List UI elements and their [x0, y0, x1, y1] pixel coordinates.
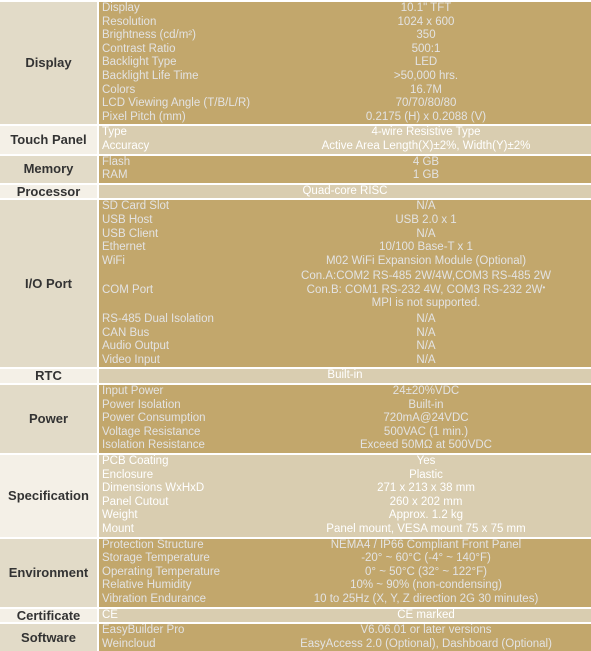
- spec-value: Built-in: [261, 399, 591, 413]
- spec-row-processor: [0, 184, 591, 200]
- spec-value: 24±20%VDC: [261, 384, 591, 399]
- spec-label: Video Input: [98, 354, 261, 369]
- spec-value: 1024 x 600: [261, 16, 591, 30]
- spec-value: Approx. 1.2 kg: [261, 509, 591, 523]
- spec-label: Panel Cutout: [98, 496, 261, 510]
- spec-label: Brightness (cd/m²): [98, 29, 261, 43]
- spec-value: >50,000 hrs.: [261, 70, 591, 84]
- spec-table-body: [0, 1, 591, 651]
- spec-label: Backlight Type: [98, 56, 261, 70]
- footnote-mark: •: [542, 282, 546, 292]
- spec-value: Quad-core RISC: [98, 184, 591, 200]
- spec-row-environment: [0, 538, 591, 553]
- spec-row-display: [0, 1, 591, 16]
- spec-label: PCB Coating: [98, 454, 261, 469]
- spec-value-text: EasyAccess 2.0 (Optional), Dashboard (Optional): [300, 637, 552, 650]
- spec-value: [261, 268, 591, 313]
- category-display: Display: [0, 1, 98, 125]
- category-certificate: Certificate: [0, 608, 98, 624]
- spec-value: 271 x 213 x 38 mm: [261, 482, 591, 496]
- spec-label: Power Consumption: [98, 412, 261, 426]
- spec-label: Colors: [98, 84, 261, 98]
- spec-label: Input Power: [98, 384, 261, 399]
- spec-value: M02 WiFi Expansion Module (Optional): [261, 255, 591, 269]
- spec-value: V6.06.01 or later versions: [261, 623, 591, 638]
- spec-label: Resolution: [98, 16, 261, 30]
- spec-row-i-o-port: [0, 199, 591, 214]
- spec-label: RAM: [98, 169, 261, 184]
- spec-label: WiFi: [98, 255, 261, 269]
- spec-value: 500VAC (1 min.): [261, 426, 591, 440]
- spec-value: N/A: [261, 228, 591, 242]
- spec-label: Power Isolation: [98, 399, 261, 413]
- spec-label: Weight: [98, 509, 261, 523]
- spec-label: Isolation Resistance: [98, 439, 261, 454]
- category-memory: Memory: [0, 155, 98, 184]
- spec-row-touch-panel: [0, 125, 591, 140]
- spec-value: 4-wire Resistive Type: [261, 125, 591, 140]
- category-power: Power: [0, 384, 98, 454]
- spec-value: N/A: [261, 199, 591, 214]
- spec-label: Dimensions WxHxD: [98, 482, 261, 496]
- spec-label: Voltage Resistance: [98, 426, 261, 440]
- spec-label: Audio Output: [98, 340, 261, 354]
- spec-label: Vibration Endurance: [98, 593, 261, 608]
- spec-value: Panel mount, VESA mount 75 x 75 mm: [261, 523, 591, 538]
- spec-label: Relative Humidity: [98, 579, 261, 593]
- spec-value: LED: [261, 56, 591, 70]
- spec-label: Flash: [98, 155, 261, 170]
- spec-label: COM Port: [98, 268, 261, 313]
- spec-value: N/A: [261, 313, 591, 327]
- spec-value: 0.2175 (H) x 0.2088 (V): [261, 111, 591, 126]
- spec-value: N/A: [261, 340, 591, 354]
- spec-label: Type: [98, 125, 261, 140]
- spec-value: 0° ~ 50°C (32° ~ 122°F): [261, 566, 591, 580]
- spec-row-power: [0, 384, 591, 399]
- spec-value: 500:1: [261, 43, 591, 57]
- spec-value: N/A: [261, 354, 591, 369]
- spec-value: 16.7M: [261, 84, 591, 98]
- spec-value: USB 2.0 x 1: [261, 214, 591, 228]
- spec-value: 350: [261, 29, 591, 43]
- spec-label: RS-485 Dual Isolation: [98, 313, 261, 327]
- spec-label: USB Client: [98, 228, 261, 242]
- category-software: Software: [0, 623, 98, 651]
- spec-label: Pixel Pitch (mm): [98, 111, 261, 126]
- spec-row-certificate: [0, 608, 591, 624]
- spec-value-line: Con.B: COM1 RS-232 4W, COM3 RS-232 2W: [306, 283, 543, 296]
- spec-row-specification: [0, 454, 591, 469]
- spec-value: 260 x 202 mm: [261, 496, 591, 510]
- spec-value: Exceed 50MΩ at 500VDC: [261, 439, 591, 454]
- spec-label: LCD Viewing Angle (T/B/L/R): [98, 97, 261, 111]
- category-environment: Environment: [0, 538, 98, 608]
- spec-value: Yes: [261, 454, 591, 469]
- spec-label: EasyBuilder Pro: [98, 623, 261, 638]
- spec-value: 720mA@24VDC: [261, 412, 591, 426]
- spec-value: 4 GB: [261, 155, 591, 170]
- spec-label: Display: [98, 1, 261, 16]
- spec-value: Active Area Length(X)±2%, Width(Y)±2%: [261, 140, 591, 155]
- spec-label: CE: [98, 608, 261, 624]
- category-rtc: RTC: [0, 368, 98, 384]
- spec-value: 10 to 25Hz (X, Y, Z direction 2G 30 minutes): [261, 593, 591, 608]
- spec-value: NEMA4 / IP66 Compliant Front Panel: [261, 538, 591, 553]
- spec-label: Enclosure: [98, 469, 261, 483]
- spec-label: USB Host: [98, 214, 261, 228]
- spec-value: Plastic: [261, 469, 591, 483]
- spec-value: Built-in: [98, 368, 591, 384]
- spec-value: -20° ~ 60°C (-4° ~ 140°F): [261, 552, 591, 566]
- category-i-o-port: I/O Port: [0, 199, 98, 368]
- category-processor: Processor: [0, 184, 98, 200]
- spec-label: CAN Bus: [98, 327, 261, 341]
- spec-row-rtc: [0, 368, 591, 384]
- spec-value-line: Con.A:COM2 RS-485 2W/4W,COM3 RS-485 2W: [301, 270, 551, 283]
- spec-value: 10.1" TFT: [261, 1, 591, 16]
- spec-row-software: [0, 623, 591, 638]
- spec-value: [261, 638, 591, 651]
- spec-value: 70/70/80/80: [261, 97, 591, 111]
- spec-row-memory: [0, 155, 591, 170]
- spec-label: Ethernet: [98, 241, 261, 255]
- spec-value-line: MPI is not supported.: [371, 297, 481, 310]
- spec-label: Operating Temperature: [98, 566, 261, 580]
- spec-label: Storage Temperature: [98, 552, 261, 566]
- spec-value: 10% ~ 90% (non-condensing): [261, 579, 591, 593]
- spec-label: SD Card Slot: [98, 199, 261, 214]
- spec-label: Weincloud: [98, 638, 261, 651]
- spec-value: CE marked: [261, 608, 591, 624]
- spec-value: 1 GB: [261, 169, 591, 184]
- category-touch-panel: Touch Panel: [0, 125, 98, 154]
- spec-value: 10/100 Base-T x 1: [261, 241, 591, 255]
- spec-label: Backlight Life Time: [98, 70, 261, 84]
- spec-value: N/A: [261, 327, 591, 341]
- category-specification: Specification: [0, 454, 98, 538]
- spec-label: Mount: [98, 523, 261, 538]
- spec-label: Protection Structure: [98, 538, 261, 553]
- spec-label: Contrast Ratio: [98, 43, 261, 57]
- spec-label: Accuracy: [98, 140, 261, 155]
